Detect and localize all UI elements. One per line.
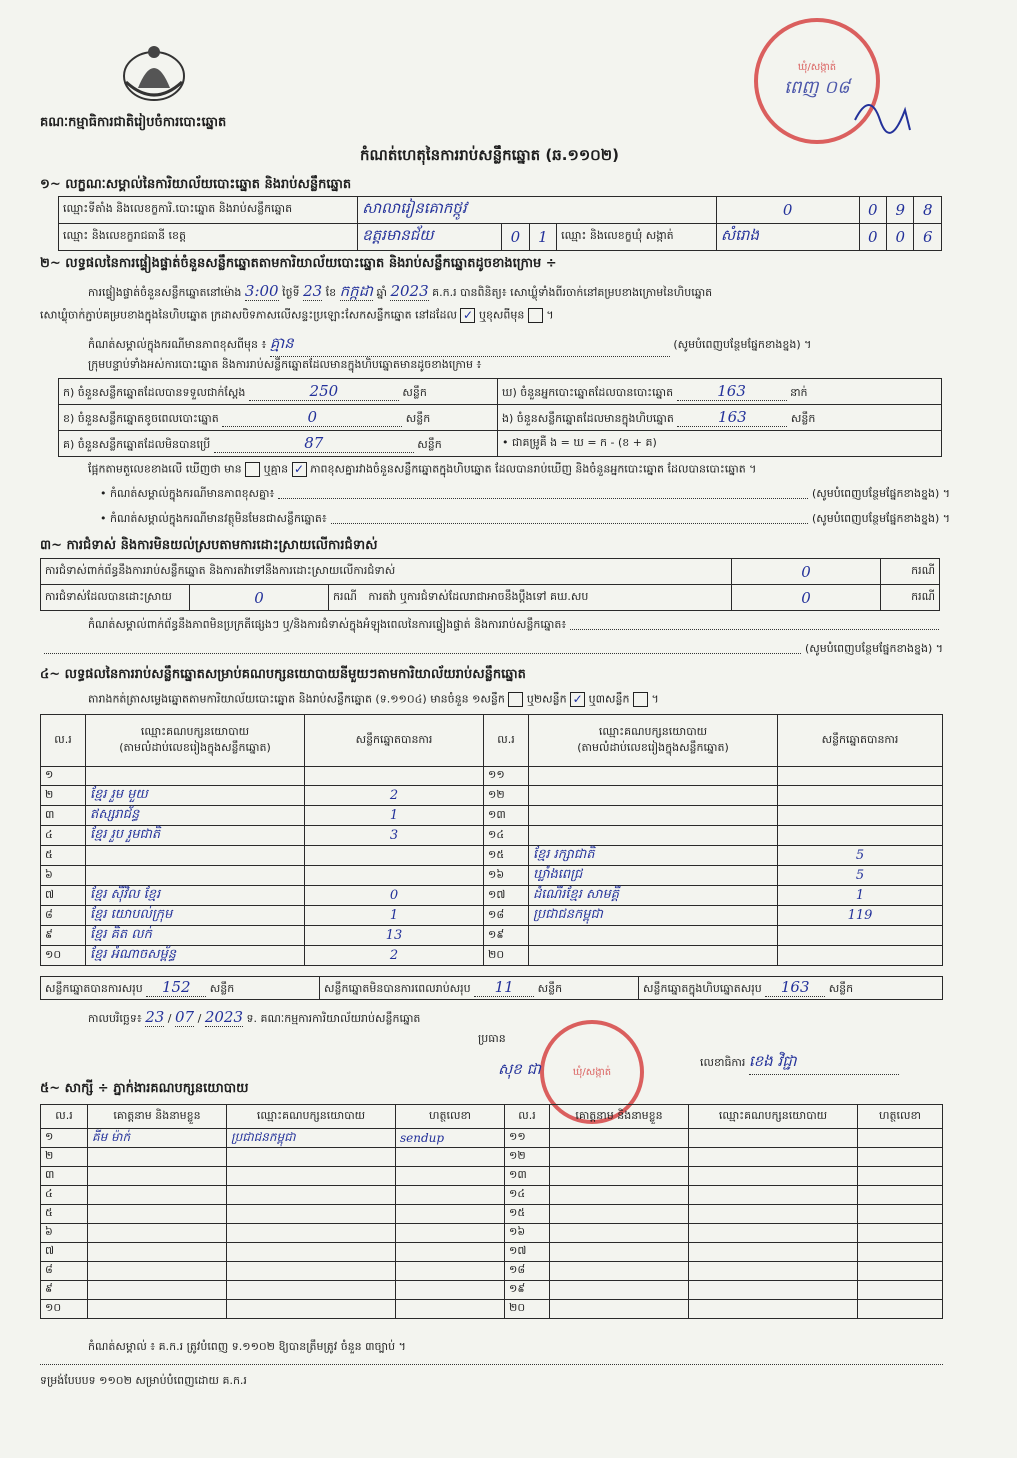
three-sheet-checkbox[interactable]: [633, 692, 648, 707]
location-label: ឈ្មោះទីតាំង និងលេខក្ខការិ.បោះឆ្នោត និងរាប់សន្លឹកឆ្នោត: [59, 197, 358, 224]
totals-table: សន្លឹកឆ្នោតបានការសរុប 152 សន្លឹក សន្លឹកឆ្នោតមិនបានការពេលរាប់សរុប 11 សន្លឹក សន្លឹកឆ្នោតក្នុងហិបឆ្នោតសរុប 163 សន្លឹក: [40, 976, 943, 1000]
tally-sheet-line: តារាងកត់ត្រាសម្លេងឆ្នោតតាមការិយាល័យបោះឆ្នោត និងរាប់សន្លឹកឆ្នោត (ទ.១១០៤) មានចំនួន ១សន្លឹក ឬ២សន្លឹក ✓ ឬ៣សន្លឹក ។: [88, 692, 659, 706]
has-difference-checkbox[interactable]: [245, 462, 260, 477]
witness-signature: [858, 1243, 943, 1262]
witness-signature: [396, 1243, 505, 1262]
row-number: ១១: [484, 767, 529, 786]
appeal-count: 0: [732, 585, 881, 611]
row-number: ១៩: [484, 926, 529, 946]
witness-signature: [858, 1129, 943, 1148]
ballot-count-table: ក) ចំនួនសន្លឹកឆ្នោតដែលបានទទួលជាក់ស្តែង 250 សន្លឹក ឃ) ចំនួនអ្នកបោះឆ្នោតដែលបានបោះឆ្នោត 163 នាក់ ខ) ចំនួនសន្លឹកឆ្នោតខូចពេលបោះឆ្នោត 0 សន្លឹក ង) ចំនួនសន្លឹកឆ្នោតដែលមានក្នុងហិបឆ្នោត 163 សន្លឹក គ) ចំនួនសន្លឹកឆ្នោតដែលមិនបានប្រើ 87 សន្លឹក • ជាគម្រូគឺ ង = ឃ = ក - (ខ + គ): [58, 378, 942, 457]
date-year: 2023: [204, 1008, 243, 1026]
witness-party: ប្រជាជនកម្ពុជា: [227, 1129, 396, 1148]
row-number: ៩: [41, 1281, 88, 1300]
party-votes: 5: [778, 846, 943, 866]
witness-party: [227, 1243, 396, 1262]
witness-table: ល.រ គោត្តនាម និងនាមខ្លួន ឈ្មោះគណបក្សនយោបាយ ហត្ថលេខា ល.រ គោត្តនាម និងនាមខ្លួន ឈ្មោះគណបក្សនយោបាយ ហត្ថលេខា ១ គីម ម៉ាក់ ប្រជាជនកម្ពុជា sendup ១១ ២ ១២ ៣ ១៣ ៤ ១៤ ៥ ១៥ ៦ ១៦ ៧ ១៧ ៨ ១៨ ៩ ១៩ ១០ ២០: [40, 1104, 943, 1319]
witness-row: [41, 1205, 943, 1224]
witness-name: [88, 1281, 227, 1300]
row-number: ៤: [41, 1186, 88, 1205]
witness-party: [227, 1148, 396, 1167]
party-votes: [778, 926, 943, 946]
witness-name: [550, 1300, 689, 1319]
row-number: ៦: [41, 866, 86, 886]
party-votes: 2: [305, 786, 484, 806]
verify-year: 2023: [390, 282, 429, 300]
row-number: ២: [41, 1148, 88, 1167]
results-row: [41, 786, 943, 806]
party-name: ឥស្សរាជ័ន្ធ: [86, 806, 305, 826]
date-day: 23: [145, 1008, 165, 1026]
row-number: ២០: [484, 946, 529, 966]
witness-row: [41, 1167, 943, 1186]
witness-party: [689, 1186, 858, 1205]
row-number: ១០: [41, 1300, 88, 1319]
party-name: ដំណើរខ្មែរ សាមគ្គី: [529, 886, 778, 906]
party-name: ខ្មែរ យោបល់ក្រុម: [86, 906, 305, 926]
seal-line: សោឃ្លុំចាក់ភ្ជាប់គម្របខាងក្នុងនៃហិបឆ្នោត ក្រដាសបិទភាសលើសន្ទះប្រឡោះសែកសន្លឹកឆ្នោត នៅដដែល ✓ ឬខុសពីមុន ។: [40, 308, 554, 322]
row-number: ១៨: [505, 1262, 550, 1281]
party-votes: 1: [305, 906, 484, 926]
resolved-count: 0: [190, 585, 329, 611]
date-line: កាលបរិច្ឆេទ៖ 23 / 07 / 2023 ទ. គណៈកម្មការការិយាល័យរាប់សន្លឹកឆ្នោត: [88, 1008, 421, 1026]
total-invalid: 11: [474, 978, 534, 997]
party-votes: 5: [778, 866, 943, 886]
results-row: [41, 767, 943, 786]
row-number: ៩: [41, 926, 86, 946]
party-name: [529, 946, 778, 966]
party-votes: 2: [305, 946, 484, 966]
witness-party: [689, 1243, 858, 1262]
row-number: ៣: [41, 1167, 88, 1186]
row-number: ១១: [505, 1129, 550, 1148]
witness-row: [41, 1186, 943, 1205]
verify-time: 3:00: [244, 282, 279, 300]
results-row: [41, 886, 943, 906]
formula: • ជាគម្រូគឺ ង = ឃ = ក - (ខ + គ): [498, 431, 942, 457]
emblem-logo: [118, 38, 190, 106]
party-name: [529, 826, 778, 846]
witness-party: [227, 1167, 396, 1186]
bullet2-line: • កំណត់សម្គាល់ក្នុងករណីមានវត្ថុមិនមែនជាសន្លឹកឆ្នោត៖ (សូមបំពេញបន្ថែមផ្នែកខាងខ្នង) ។: [100, 512, 950, 525]
one-sheet-checkbox[interactable]: [508, 692, 523, 707]
total-valid: 152: [146, 978, 206, 997]
chair-signature: សុខ ជា: [498, 1060, 541, 1078]
row-number: ៧: [41, 1243, 88, 1262]
party-name: [529, 786, 778, 806]
party-name: [529, 806, 778, 826]
row-number: ៣: [41, 806, 86, 826]
witness-signature: [396, 1224, 505, 1243]
witness-name: [550, 1148, 689, 1167]
witness-signature: [858, 1300, 943, 1319]
footer-divider: [40, 1364, 943, 1365]
party-votes: [778, 946, 943, 966]
commune-value: សំរោង: [716, 224, 859, 251]
party-name: [86, 846, 305, 866]
row-number: ៤: [41, 826, 86, 846]
verify-day: 23: [303, 282, 323, 300]
location-table: ឈ្មោះទីតាំង និងលេខក្ខការិ.បោះឆ្នោត និងរាប់សន្លឹកឆ្នោត សាលារៀនគោកថ្កូវ 0 0 9 8 ឈ្មោះ និងលេខក្ខរាជធានី ខេត្ត ឧត្តរមានជ័យ 0 1 ឈ្មោះ និងលេខក្ខឃុំ សង្កាត់ សំរោង 0 0 6: [58, 196, 942, 251]
witness-party: [689, 1167, 858, 1186]
witness-party: [689, 1262, 858, 1281]
compare-line: ផ្អែកតាមតួលេខខាងលើ ឃើញថា មាន ឬគ្មាន ✓ ភាពខុសគ្នារវាងចំនួនសន្លឹកឆ្នោតក្នុងហិបឆ្នោត ដែលបានរាប់ឃើញ និងចំនួនអ្នកបោះឆ្នោត ដែលបានបោះឆ្នោត ។: [88, 462, 757, 476]
sec3-note-line2: (សូមបំពេញបន្ថែមផ្នែកខាងខ្នង) ។: [40, 642, 943, 658]
party-name: ខ្មែរ ស៊ីវិល ខ្មែរ: [86, 886, 305, 906]
party-votes: 0: [305, 886, 484, 906]
no-difference-checkbox[interactable]: ✓: [292, 462, 307, 477]
witness-party: [227, 1281, 396, 1300]
row-number: ១: [41, 1129, 88, 1148]
party-name: ឃ្លាំងពេជ្រ: [529, 866, 778, 886]
row-number: ១៧: [505, 1243, 550, 1262]
witness-signature: [396, 1262, 505, 1281]
witness-signature: [858, 1186, 943, 1205]
witness-party: [689, 1129, 858, 1148]
difference-note-line: កំណត់សម្គាល់ក្នុងករណីមានភាពខុសពីមុន ៖ គ្មាន (សូមបំពេញបន្ថែមផ្នែកខាងខ្នង) ។: [88, 334, 948, 357]
row-number: ១៧: [484, 886, 529, 906]
complaints-table: ការជំទាស់ពាក់ព័ន្ធនឹងការរាប់សន្លឹកឆ្នោត និងការតវ៉ាទៅនឹងការដោះស្រាយលើការជំទាស់ 0 ករណី ការជំទាស់ដែលបានដោះស្រាយ 0 ករណី ការតវ៉ា ឬការជំទាស់ដែលរាជាអាចនឹងប្តឹងទៅ គឃ.សប 0 ករណី: [40, 558, 940, 611]
committee-name: គណៈកម្មាធិការជាតិរៀបចំការបោះឆ្នោត: [40, 115, 227, 130]
witness-name: [550, 1281, 689, 1300]
handwritten-signature-icon: [850, 80, 920, 140]
witness-name: [88, 1262, 227, 1281]
row-number: ១៦: [505, 1224, 550, 1243]
ballots-in-box: 163: [677, 408, 787, 427]
party-votes: 3: [305, 826, 484, 846]
witness-party: [227, 1224, 396, 1243]
row-number: ៨: [41, 1262, 88, 1281]
chair-label: ប្រធាន: [478, 1032, 506, 1045]
commune-label: ឈ្មោះ និងលេខក្ខឃុំ សង្កាត់: [557, 224, 717, 251]
witness-signature: [396, 1300, 505, 1319]
witness-row: [41, 1300, 943, 1319]
witness-row: [41, 1224, 943, 1243]
official-stamp: ឃុំ/សង្កាត់ ពេញ ០៨: [754, 18, 880, 144]
sec3-note-line: កំណត់សម្គាល់ពាក់ព័ន្ធនឹងភាពមិនប្រក្រតីផ្សេងៗ ឬ/និងការជំទាស់ក្នុងអំឡុងពេលនៃការផ្ទៀងផ្ទាត់ និងការរាប់សន្លឹកឆ្នោត៖: [88, 618, 943, 634]
witness-name: [550, 1205, 689, 1224]
witness-row: [41, 1148, 943, 1167]
party-name: [529, 767, 778, 786]
changed-checkbox[interactable]: [528, 308, 543, 323]
results-row: [41, 806, 943, 826]
row-number: ១: [41, 767, 86, 786]
row-number: ១៥: [484, 846, 529, 866]
party-name: ខ្មែរ អំណាចសម្ព័ន្ធ: [86, 946, 305, 966]
province-value: ឧត្តរមានជ័យ: [358, 224, 502, 251]
party-name: ខ្មែរ រួម មួយ: [86, 786, 305, 806]
row-number: ៨: [41, 906, 86, 926]
row-number: ២០: [505, 1300, 550, 1319]
witness-signature: [396, 1167, 505, 1186]
witness-name: គីម ម៉ាក់: [88, 1129, 227, 1148]
witness-party: [227, 1186, 396, 1205]
row-number: ២: [41, 786, 86, 806]
party-name: ប្រជាជនកម្ពុជា: [529, 906, 778, 926]
section2-heading: ២~ លទ្ធផលនៃការផ្ទៀងផ្ទាត់ចំនួនសន្លឹកឆ្នោតតាមការិយាល័យបោះឆ្នោត និងរាប់សន្លឹកឆ្នោតដូចខាងក្រោម ÷: [40, 256, 557, 271]
witness-signature: [396, 1281, 505, 1300]
witness-party: [689, 1300, 858, 1319]
party-name: ខ្មែរ គិត លក់: [86, 926, 305, 946]
party-name: [86, 866, 305, 886]
witness-name: [88, 1243, 227, 1262]
witness-signature: [396, 1186, 505, 1205]
party-votes: [778, 826, 943, 846]
witness-signature: [858, 1224, 943, 1243]
witness-signature: [858, 1262, 943, 1281]
unchanged-checkbox[interactable]: ✓: [460, 308, 475, 323]
section3-heading: ៣~ ការជំទាស់ និងការមិនយល់ស្របតាមការដោះស្រាយលើការជំទាស់: [40, 538, 378, 553]
witness-party: [227, 1300, 396, 1319]
witness-signature: [396, 1148, 505, 1167]
party-votes: 1: [305, 806, 484, 826]
footnote: កំណត់សម្គាល់ ៖ គ.ក.រ ត្រូវបំពេញ ទ.១១០២ ឱ្យបានត្រឹមត្រូវ ចំនួន ៣ច្បាប់ ។: [88, 1340, 406, 1353]
witness-name: [88, 1167, 227, 1186]
witness-signature: [858, 1167, 943, 1186]
row-number: ១៦: [484, 866, 529, 886]
party-votes: 13: [305, 926, 484, 946]
witness-row: [41, 1262, 943, 1281]
commission-stamp: ឃុំ/សង្កាត់: [540, 1020, 644, 1124]
witness-row: [41, 1281, 943, 1300]
witness-name: [550, 1262, 689, 1281]
section5-heading: ៥~ សាក្សី ÷ ភ្នាក់ងារគណបក្សនយោបាយ: [40, 1081, 249, 1096]
page-title: កំណត់ហេតុនៃការរាប់សន្លឹកឆ្នោត (ឆ.១១០២): [360, 146, 620, 164]
witness-signature: sendup: [396, 1129, 505, 1148]
witness-name: [88, 1300, 227, 1319]
row-number: ១០: [41, 946, 86, 966]
witness-party: [689, 1224, 858, 1243]
party-votes: 119: [778, 906, 943, 926]
section4-heading: ៤~ លទ្ធផលនៃការរាប់សន្លឹកឆ្នោតសម្រាប់គណបក្សនយោបាយនីមួយៗតាមការិយាល័យរាប់សន្លឹកឆ្នោត: [40, 667, 526, 682]
party-votes: [305, 866, 484, 886]
row-number: ៥: [41, 1205, 88, 1224]
location-value: សាលារៀនគោកថ្កូវ: [358, 197, 717, 224]
received-ballots: 250: [249, 382, 399, 401]
row-number: ៧: [41, 886, 86, 906]
results-row: [41, 946, 943, 966]
ballot-intro: ក្រុមបន្ទាប់ទាំងអស់ការបោះឆ្នោត និងការរាប់សន្លឹកឆ្នោតដែលមានក្នុងហិបឆ្នោតមានដូចខាងក្រោម ៖: [88, 358, 482, 371]
witness-party: [227, 1205, 396, 1224]
results-row: [41, 846, 943, 866]
party-votes: [778, 806, 943, 826]
witness-name: [88, 1224, 227, 1243]
date-month: 07: [175, 1008, 195, 1026]
secretary-line: លេខាធិការ ខេង វិជ្ជា: [700, 1052, 899, 1075]
witness-row: [41, 1129, 943, 1148]
witness-party: [689, 1281, 858, 1300]
witness-name: [88, 1186, 227, 1205]
row-number: ១២: [484, 786, 529, 806]
form-note: ទម្រង់បែបបទ ១១០២ សម្រាប់បំពេញដោយ គ.ក.រ: [40, 1374, 247, 1387]
row-number: ៦: [41, 1224, 88, 1243]
difference-note-value: គ្មាន: [270, 334, 670, 357]
results-row: [41, 866, 943, 886]
voters-count: 163: [677, 382, 787, 401]
party-name: ខ្មែរ រក្សាជាតិ: [529, 846, 778, 866]
witness-name: [88, 1205, 227, 1224]
witness-party: [689, 1148, 858, 1167]
party-name: [529, 926, 778, 946]
witness-row: [41, 1243, 943, 1262]
row-number: ១៩: [505, 1281, 550, 1300]
witness-name: [550, 1186, 689, 1205]
province-label: ឈ្មោះ និងលេខក្ខរាជធានី ខេត្ត: [59, 224, 358, 251]
witness-signature: [858, 1148, 943, 1167]
witness-name: [88, 1148, 227, 1167]
witness-signature: [858, 1205, 943, 1224]
witness-party: [689, 1205, 858, 1224]
complaints-count: 0: [732, 559, 881, 585]
bullet1-line: • កំណត់សម្គាល់ក្នុងករណីមានភាពខុសគ្នា៖ (សូមបំពេញបន្ថែមផ្នែកខាងខ្នង) ។: [100, 487, 950, 500]
row-number: ១៥: [505, 1205, 550, 1224]
witness-signature: [858, 1281, 943, 1300]
party-votes: [305, 767, 484, 786]
party-votes: [778, 786, 943, 806]
witness-signature: [396, 1205, 505, 1224]
results-row: [41, 906, 943, 926]
results-table: ល.រ ឈ្មោះគណបក្សនយោបាយ (តាមលំដាប់លេខរៀងក្នុងសន្លឹកឆ្នោត) សន្លឹកឆ្នោតបានការ ល.រ ឈ្មោះគណបក្សនយោបាយ (តាមលំដាប់លេខរៀងក្នុងសន្លឹកឆ្នោត) សន្លឹកឆ្នោតបានការ ១ ១១ ២ ខ្មែរ រួម មួយ 2 ១២ ៣ ឥស្សរាជ័ន្ធ 1 ១៣ ៤ ខ្មែរ រួប រួមជាតិ 3 ១៤ ៥ ១៥ ខ្មែរ រក្សាជាតិ 5 ៦ ១៦ ឃ្លាំងពេជ្រ 5 ៧ ខ្មែរ ស៊ីវិល ខ្មែរ 0 ១៧ ដំណើរខ្មែរ សាមគ្គី 1 ៨ ខ្មែរ យោបល់ក្រុម 1 ១៨ ប្រជាជនកម្ពុជា 119 ៩ ខ្មែរ គិត លក់ 13 ១៩ ១០ ខ្មែរ អំណាចសម្ព័ន្ធ 2 ២០: [40, 714, 943, 966]
row-number: ១២: [505, 1148, 550, 1167]
witness-party: [227, 1262, 396, 1281]
total-in-box: 163: [765, 978, 825, 997]
row-number: ១៤: [484, 826, 529, 846]
witness-name: [550, 1167, 689, 1186]
secretary-signature: ខេង វិជ្ជា: [749, 1052, 899, 1075]
party-name: [86, 767, 305, 786]
party-name: ខ្មែរ រួប រួមជាតិ: [86, 826, 305, 846]
row-number: ១៣: [484, 806, 529, 826]
row-number: ១៤: [505, 1186, 550, 1205]
row-number: ១៣: [505, 1167, 550, 1186]
row-number: ៥: [41, 846, 86, 866]
party-votes: [778, 767, 943, 786]
witness-name: [550, 1129, 689, 1148]
unused-ballots: 87: [214, 434, 414, 453]
party-votes: [305, 846, 484, 866]
witness-name: [550, 1224, 689, 1243]
row-number: ១៨: [484, 906, 529, 926]
witness-name: [550, 1243, 689, 1262]
results-row: [41, 926, 943, 946]
verify-month: កក្កដា: [339, 282, 373, 300]
section1-heading: ១~ លក្ខណៈសម្គាល់នៃការិយាល័យបោះឆ្នោត និងរាប់សន្លឹកឆ្នោត: [40, 177, 352, 192]
results-row: [41, 826, 943, 846]
spoiled-ballots: 0: [222, 408, 402, 427]
two-sheet-checkbox[interactable]: ✓: [570, 692, 585, 707]
party-votes: 1: [778, 886, 943, 906]
verification-line: ការផ្ទៀងផ្ទាត់ចំនួនសន្លឹកឆ្នោតនៅម៉ោង 3:00 ថ្ងៃទី 23 ខែ កក្កដា ឆ្នាំ 2023 គ.ក.រ បានពិនិត្យ៖ សោឃ្លុំទាំងពីរចាក់នៅគម្របខាងក្រោមនៃហិបឆ្នោត: [88, 282, 713, 300]
